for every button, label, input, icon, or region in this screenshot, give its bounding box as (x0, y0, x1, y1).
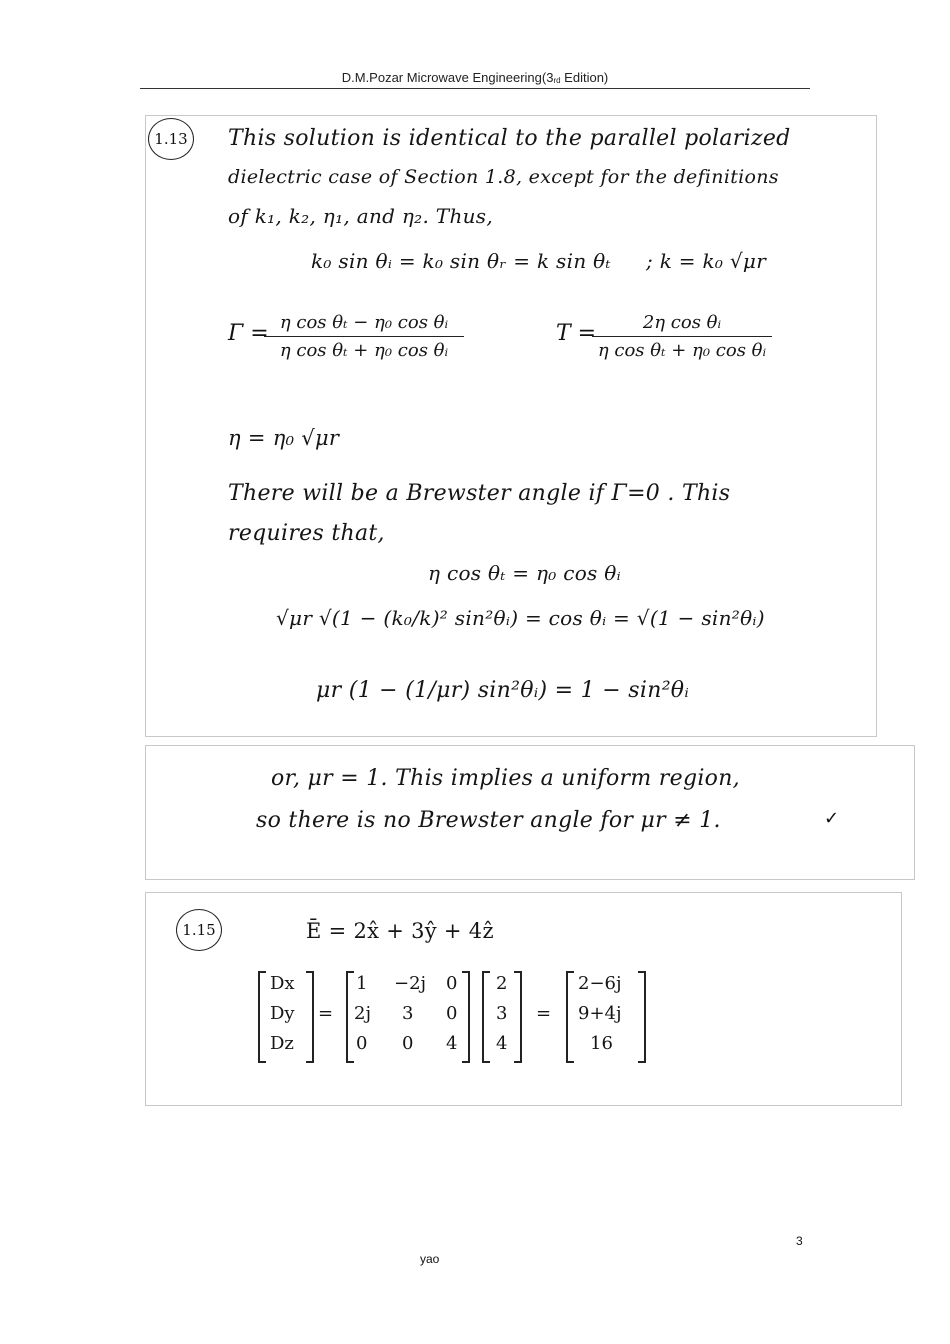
matrix-E-2: 4 (496, 1033, 508, 1054)
equals-sign-2: = (536, 1003, 552, 1024)
text-line-4: There will be a Brewster angle if Γ=0 . This (228, 481, 731, 506)
matrix-E-0: 2 (496, 973, 508, 994)
footer-author: yao (420, 1252, 440, 1266)
eq-E-field: Ē = 2x̂ + 3ŷ + 4ẑ (306, 919, 494, 943)
eq-k: ; k = k₀ √μr (646, 249, 767, 273)
header-title-sup: rd (553, 76, 561, 85)
problem-number-1-13: 1.13 (148, 118, 194, 160)
matrix-D-1: Dy (270, 1003, 295, 1024)
header-title-end: Edition) (560, 70, 609, 85)
eq-eta: η = η₀ √μr (228, 426, 340, 450)
matrix-epsilon (346, 971, 470, 1063)
text-line-5: requires that, (228, 521, 385, 546)
eq-snell: k₀ sin θᵢ = k₀ sin θᵣ = k sin θₜ (311, 249, 611, 273)
matrix-D-0: Dx (270, 973, 295, 994)
header-title: D.M.Pozar Microwave Engineering(3 (341, 70, 554, 85)
eps-0-2: 0 (446, 973, 458, 994)
gamma-bar (264, 336, 464, 337)
header-rule (140, 88, 810, 89)
eq-condition: η cos θₜ = η₀ cos θᵢ (428, 561, 621, 585)
result-0: 2−6j (578, 973, 622, 994)
eps-0-0: 1 (356, 973, 368, 994)
gamma-fraction (264, 312, 464, 361)
scan-panel-1-15 (145, 892, 902, 1106)
eq-sqrt: √μr √(1 − (k₀/k)² sin²θᵢ) = cos θᵢ = √(1 − sin²θᵢ) (276, 606, 765, 630)
matrix-D (258, 971, 314, 1063)
matrix-E (482, 971, 522, 1063)
check-mark-icon: ✓ (824, 808, 840, 829)
tau-bar (592, 336, 772, 337)
text-line-1: This solution is identical to the parallel polarized (228, 126, 791, 151)
matrix-E-1: 3 (496, 1003, 508, 1024)
tau-fraction (592, 312, 772, 361)
page-header (140, 70, 810, 85)
tau-lhs: T = (556, 321, 597, 346)
tau-numerator: 2η cos θᵢ (642, 312, 722, 333)
result-1: 9+4j (578, 1003, 622, 1024)
problem-number-1-15: 1.15 (176, 909, 222, 951)
scan-panel-continuation (145, 745, 915, 880)
result-2: 16 (590, 1033, 613, 1054)
gamma-denominator: η cos θₜ + η₀ cos θᵢ (279, 340, 449, 361)
scan-panel-1-13 (145, 115, 877, 737)
eps-2-1: 0 (402, 1033, 414, 1054)
tau-denominator: η cos θₜ + η₀ cos θᵢ (597, 340, 767, 361)
eps-1-1: 3 (402, 1003, 414, 1024)
eps-2-2: 4 (446, 1033, 458, 1054)
continuation-line-1: or, μr = 1. This implies a uniform region, (271, 766, 740, 791)
gamma-lhs: Γ = (228, 321, 269, 346)
continuation-line-2: so there is no Brewster angle for μr ≠ 1. (256, 808, 721, 833)
matrix-result (566, 971, 646, 1063)
eps-1-0: 2j (354, 1003, 372, 1024)
text-line-2: dielectric case of Section 1.8, except for the definitions (228, 166, 779, 188)
gamma-numerator: η cos θₜ − η₀ cos θᵢ (279, 312, 449, 333)
eps-1-2: 0 (446, 1003, 458, 1024)
text-line-3: of k₁, k₂, η₁, and η₂. Thus, (228, 204, 494, 228)
equals-sign-1: = (318, 1003, 334, 1024)
eps-2-0: 0 (356, 1033, 368, 1054)
eps-0-1: −2j (394, 973, 427, 994)
eq-final: μr (1 − (1/μr) sin²θᵢ) = 1 − sin²θᵢ (316, 678, 690, 703)
page-number: 3 (796, 1234, 803, 1248)
matrix-D-2: Dz (270, 1033, 294, 1054)
